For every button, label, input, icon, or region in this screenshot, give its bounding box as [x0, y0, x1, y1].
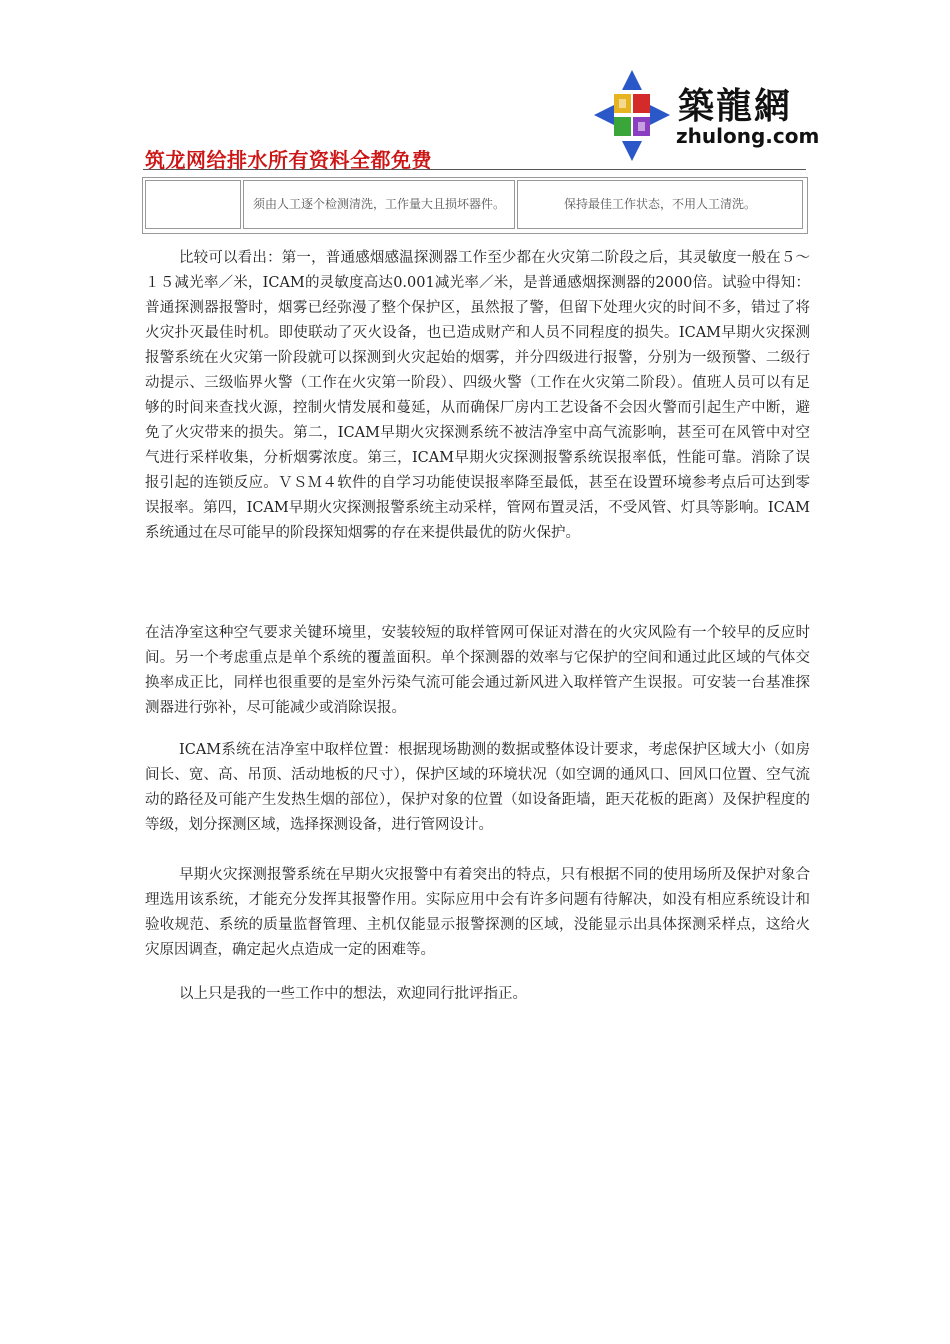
page-header-title: 筑龙网给排水所有资料全都免费: [145, 148, 432, 172]
table-cell-2: 须由人工逐个检测清洗，工作量大且损坏器件。: [243, 180, 515, 229]
pinwheel-logo-icon: [592, 68, 672, 163]
logo-chinese-text: 築龍網: [678, 86, 793, 127]
table-cell-1: [145, 180, 241, 229]
paragraph-3: ICAM系统在洁净室中取样位置：根据现场勘测的数据或整体设计要求，考虑保护区域大小（如房间长、宽、高、吊顶、活动地板的尺寸），保护区域的环境状况（如空调的通风口、回风口位置、空气流动的路径及可能产生发热生烟的部位），保护对象的位置（如设备距墙，距天花板的距离）及保护程度的等级，划分探测区域，选择探测设备，进行管网设计。: [145, 742, 810, 833]
paragraph-4: 早期火灾探测报警系统在早期火灾报警中有着突出的特点，只有根据不同的使用场所及保护对象合理选用该系统，才能充分发挥其报警作用。实际应用中会有许多问题有待解决，如没有相应系统设计和验收规范、系统的质量监督管理、主机仅能显示报警探测的区域，没能显示出具体探测采样点，这给火灾原因调查，确定起火点造成一定的困难等。: [145, 867, 810, 958]
logo-english-text: zhulong.com: [676, 124, 820, 148]
paragraph-2: 在洁净室这种空气要求关键环境里，安装较短的取样管网可保证对潜在的火灾风险有一个较早的反应时间。另一个考虑重点是单个系统的覆盖面积。单个探测器的效率与它保护的空间和通过此区域的气体交换率成正比，同样也很重要的是室外污染气流可能会通过新风进入取样管产生误报。可安装一台基准探测器进行弥补，尽可能减少或消除误报。: [145, 625, 810, 716]
paragraph-1: 比较可以看出：第一，普通感烟感温探测器工作至少都在火灾第二阶段之后，其灵敏度一般在５～１５减光率／米，ICAM的灵敏度高达0.001减光率／米，是普通感烟探测器的2000倍。试验中得知：普通探测器报警时，烟雾已经弥漫了整个保护区，虽然报了警，但留下处理火灾的时间不多，错过了将火灾扑灭最佳时机。即使联动了灭火设备，也已造成财产和人员不同程度的损失。ICAM早期火灾探测报警系统在火灾第一阶段就可以探测到火灾起始的烟雾，并分四级进行报警，分别为一级预警、二级行动提示、三级临界火警（工作在火灾第一阶段）、四级火警（工作在火灾第二阶段）。值班人员可以有足够的时间来查找火源，控制火情发展和蔓延，从而确保厂房内工艺设备不会因火警而引起生产中断，避免了火灾带来的损失。第二，ICAM早期火灾探测系统不被洁净室中高气流影响，甚至可在风管中对空气进行采样收集，分析烟雾浓度。第三，ICAM早期火灾探测报警系统误报率低，性能可靠。消除了误报引起的连锁反应。ＶＳＭ４软件的自学习功能使误报率降至最低，甚至在设置环境参考点后可达到零误报率。第四，ICAM早期火灾探测报警系统主动采样，管网布置灵活，不受风管、灯具等影响。ICAM系统通过在尽可能早的阶段探知烟雾的存在来提供最优的防火保护。: [145, 250, 810, 541]
comparison-table: [142, 177, 808, 234]
table-cell-3: 保持最佳工作状态，不用人工清洗。: [517, 180, 803, 229]
zhulong-logo: [592, 68, 820, 163]
paragraph-5: 以上只是我的一些工作中的想法，欢迎同行批评指正。: [179, 986, 527, 1002]
header-divider: [143, 169, 806, 170]
